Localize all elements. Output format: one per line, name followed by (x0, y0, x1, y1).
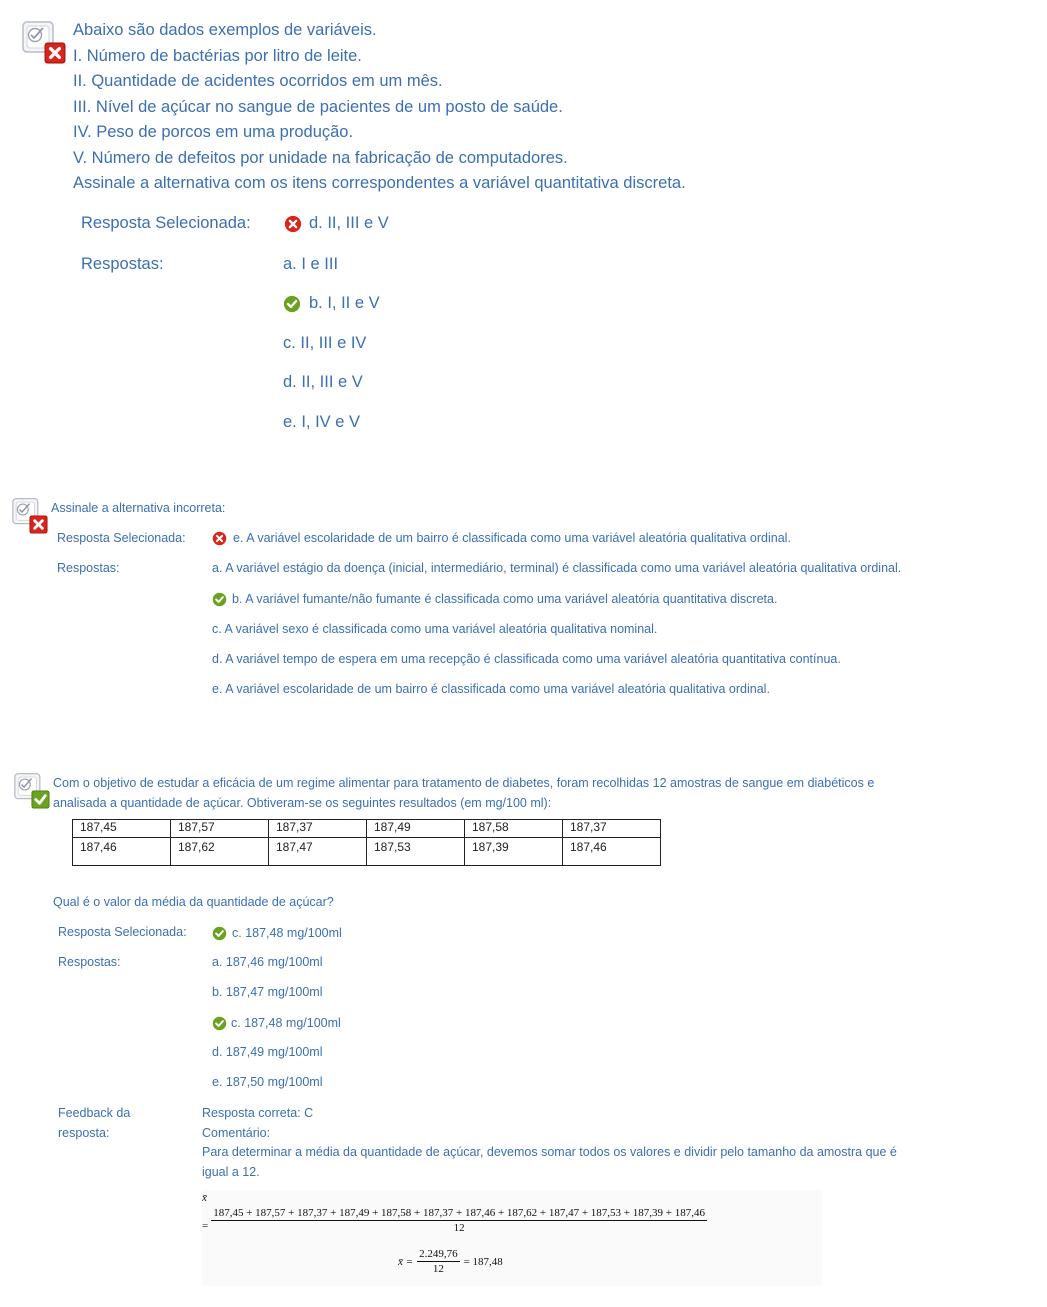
table-cell: 187,37 (269, 820, 367, 838)
table-cell: 187,62 (171, 838, 269, 866)
feedback-text (202, 1104, 897, 1182)
table-cell: 187,47 (269, 838, 367, 866)
formula-symbol: x̄ (202, 1192, 207, 1204)
selected-answer (212, 924, 342, 942)
selected-answer-label: Resposta Selecionada: (58, 925, 187, 939)
selected-answer (284, 211, 389, 236)
answer-option-correct (212, 1014, 341, 1032)
selected-answer-text: e. A variável escolaridade de um bairro é classificada como uma variável aleatória qualitativa ordinal. (233, 531, 791, 545)
formula-sum (202, 1207, 707, 1234)
feedback-line: Comentário: (202, 1125, 271, 1140)
table-row (73, 820, 661, 838)
incorrect-icon (284, 215, 302, 233)
fraction-denominator: 12 (453, 1222, 465, 1234)
fraction-numerator: 2.249,76 (419, 1248, 458, 1260)
table-cell: 187,58 (465, 820, 563, 838)
correct-icon (212, 592, 227, 607)
formula-equals: = (202, 1219, 209, 1232)
incorrect-mark-icon (44, 42, 66, 64)
question-2-status-icon (10, 497, 50, 537)
answer-option: e. 187,50 mg/100ml (212, 1075, 323, 1089)
answer-option: e. I, IV e V (283, 413, 361, 431)
incorrect-mark-icon (29, 515, 48, 534)
answer-option: a. A variável estágio da doença (inicial, intermediário, terminal) é classificada como uma variável aleatória qualitativa ordinal. (212, 561, 902, 575)
answer-option-text: c. 187,48 mg/100ml (231, 1016, 341, 1030)
table-cell: 187,53 (367, 838, 465, 866)
correct-icon (283, 295, 301, 313)
selected-answer-text: c. 187,48 mg/100ml (232, 926, 342, 940)
answer-option: c. A variável sexo é classificada como uma variável aleatória qualitativa nominal. (212, 622, 658, 636)
table-cell: 187,45 (73, 820, 171, 838)
prompt-line: IV. Peso de porcos em uma produção. (73, 123, 354, 141)
answer-option-correct (283, 291, 380, 316)
answer-option: d. II, III e V (283, 373, 363, 391)
answer-option: c. II, III e IV (283, 334, 367, 352)
question-3-status-icon (12, 772, 52, 812)
answer-option: d. 187,49 mg/100ml (212, 1045, 323, 1059)
answers-label: Respostas: (57, 561, 120, 575)
prompt-line: Assinale a alternativa com os itens correspondentes a variável quantitativa discreta. (73, 174, 686, 192)
mean-formula (202, 1190, 822, 1286)
correct-icon (212, 926, 227, 941)
table-cell: 187,49 (367, 820, 465, 838)
feedback-label (58, 1104, 130, 1143)
answer-option: e. A variável escolaridade de um bairro é classificada como uma variável aleatória qualitativa ordinal. (212, 682, 770, 696)
result-fraction (417, 1248, 460, 1275)
prompt-line: V. Número de defeitos por unidade na fabricação de computadores. (73, 148, 568, 167)
answer-option: b. 187,47 mg/100ml (212, 985, 323, 999)
table-cell: 187,46 (73, 838, 171, 866)
selected-answer (212, 529, 791, 547)
prompt-line: II. Quantidade de acidentes ocorridos em um mês. (73, 72, 443, 90)
selected-answer-label: Resposta Selecionada: (57, 531, 186, 545)
incorrect-icon (212, 531, 227, 546)
prompt-line: III. Nível de açúcar no sangue de pacientes de um posto de saúde. (73, 97, 563, 116)
question-2-prompt: Assinale a alternativa incorreta: (51, 501, 226, 515)
table-cell: 187,39 (465, 838, 563, 866)
correct-mark-icon (31, 790, 50, 809)
feedback-line: igual a 12. (202, 1164, 260, 1179)
question-3-prompt-line-1: Com o objetivo de estudar a eficácia de um regime alimentar para tratamento de diabetes, foram recolhidas 12 amostras de sangue em diabéticos e (53, 776, 875, 790)
formula-result (398, 1248, 503, 1275)
table-cell: 187,46 (563, 838, 661, 866)
table-cell: 187,37 (563, 820, 661, 838)
question-3-question: Qual é o valor da média da quantidade de açúcar? (53, 895, 334, 909)
answer-option-text: b. A variável fumante/não fumante é classificada como uma variável aleatória quantitativa discreta. (232, 592, 778, 606)
table-row (73, 838, 661, 866)
answers-label: Respostas: (58, 955, 121, 969)
answer-option-correct (212, 590, 777, 608)
prompt-line: Abaixo são dados exemplos de variáveis. (73, 21, 377, 39)
fraction-denominator: 12 (432, 1263, 444, 1275)
answer-option: d. A variável tempo de espera em uma recepção é classificada como uma variável aleatória quantitativa contínua. (212, 652, 841, 666)
sugar-sample-table (72, 819, 661, 866)
formula-lhs: x̄ = (398, 1255, 414, 1268)
question-1-status-icon (20, 20, 72, 66)
prompt-line: I. Número de bactérias por litro de leite. (73, 46, 362, 65)
feedback-line: Para determinar a média da quantidade de açúcar, devemos somar todos os valores e dividir pelo tamanho da amostra que é (202, 1145, 897, 1159)
answer-option-text: b. I, II e V (309, 293, 380, 312)
selected-answer-label: Resposta Selecionada: (81, 214, 251, 232)
answer-option: a. 187,46 mg/100ml (212, 955, 323, 969)
answers-label: Respostas: (81, 255, 164, 273)
selected-answer-text: d. II, III e V (309, 213, 389, 232)
table-cell: 187,57 (171, 820, 269, 838)
feedback-label-line: resposta: (58, 1125, 110, 1140)
sum-fraction (211, 1207, 707, 1234)
question-1-prompt (73, 18, 686, 197)
question-3-prompt-line-2: analisada a quantidade de açúcar. Obtiveram-se os seguintes resultados (em mg/100 ml): (53, 796, 552, 810)
correct-icon (212, 1016, 227, 1031)
answer-option: a. I e III (283, 255, 339, 273)
formula-rhs: = 187,48 (463, 1255, 503, 1268)
feedback-line: Resposta correta: C (202, 1106, 314, 1120)
fraction-numerator: 187,45 + 187,57 + 187,37 + 187,49 + 187,58 + 187,37 + 187,46 + 187,62 + 187,47 + 187,53 + 187,39 + 187,46 (213, 1207, 705, 1219)
feedback-label-line: Feedback da (58, 1106, 131, 1120)
